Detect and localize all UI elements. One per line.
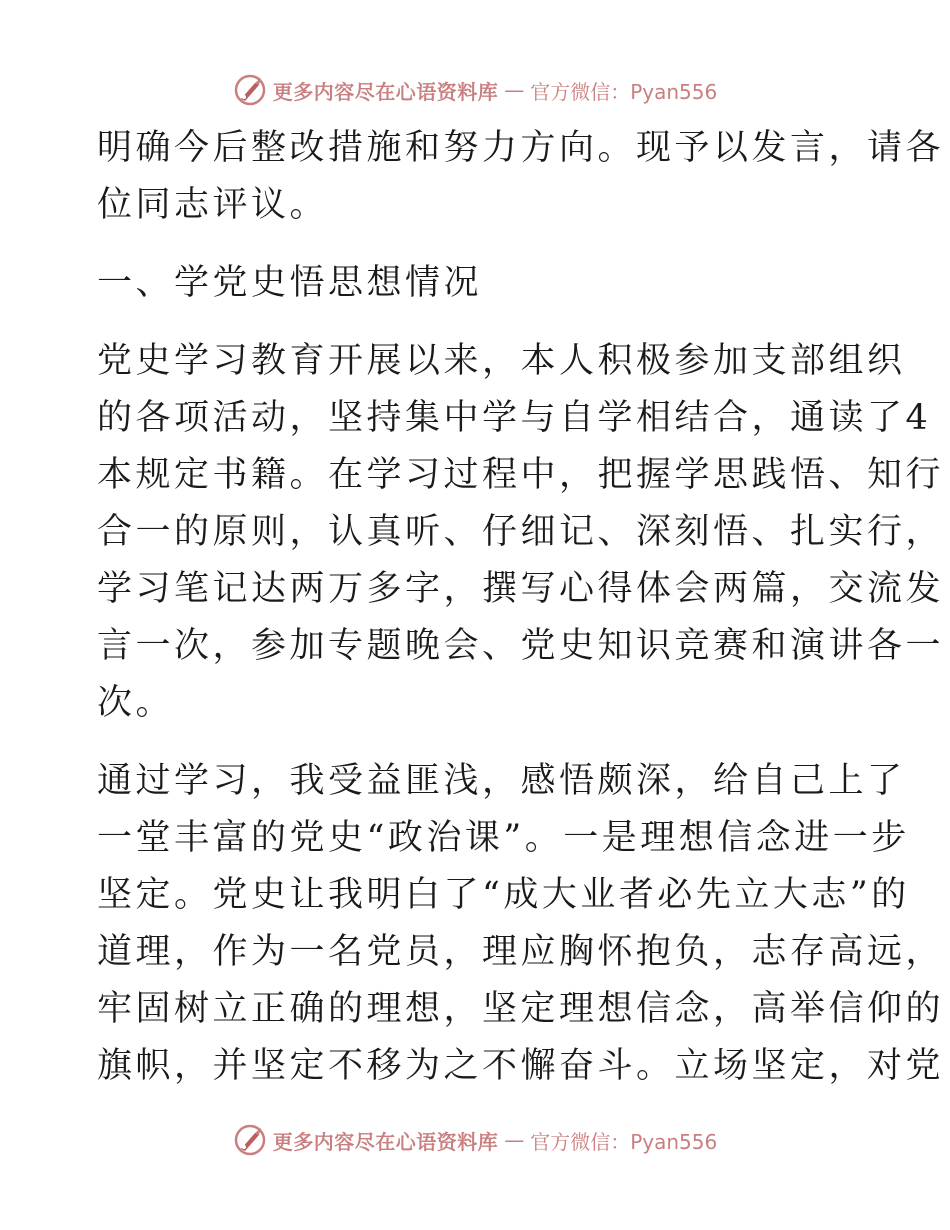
footer-watermark-banner — [0, 1120, 950, 1160]
watermark-wechat-text: 官方微信：Pyan556 — [530, 79, 718, 104]
text-line: 本规定书籍。在学习过程中，把握学思践悟、知行 — [97, 455, 945, 495]
text-line: 党史学习教育开展以来，本人积极参加支部组织 — [97, 341, 906, 381]
header-watermark-banner — [0, 70, 950, 110]
watermark-separator: — — [504, 78, 525, 102]
text-line: 坚定。党史让我明白了“成大业者必先立大志”的 — [97, 875, 910, 915]
paragraph-3 — [97, 333, 945, 732]
paragraph-4 — [97, 753, 945, 1095]
text-line: 道理，作为一名党员，理应胸怀抱负，志存高远， — [97, 932, 945, 972]
quill-logo-icon — [233, 73, 267, 107]
text-line: 的各项活动，坚持集中学与自学相结合，通读了4 — [97, 398, 932, 438]
text-line: 位同志评议。 — [97, 185, 329, 225]
watermark-wechat-text: 官方微信：Pyan556 — [530, 1129, 718, 1154]
quill-logo-icon — [233, 1123, 267, 1157]
paragraph-1 — [97, 120, 945, 234]
watermark-brand-text: 更多内容尽在心语资料库 — [272, 79, 499, 104]
text-line: 次。 — [97, 683, 175, 723]
text-line: 旗帜，并坚定不移为之不懈奋斗。立场坚定，对党 — [97, 1046, 945, 1086]
watermark-separator: — — [504, 1128, 525, 1152]
document-body — [97, 120, 945, 1095]
text-line: 一堂丰富的党史“政治课”。一是理想信念进一步 — [97, 818, 910, 858]
heading-line: 一、学党史悟思想情况 — [97, 263, 483, 303]
text-line: 言一次，参加专题晚会、党史知识竞赛和演讲各一 — [97, 626, 945, 666]
text-line: 牢固树立正确的理想，坚定理想信念，高举信仰的 — [97, 989, 945, 1029]
text-line: 学习笔记达两万多字，撰写心得体会两篇，交流发 — [97, 569, 945, 609]
section-heading — [97, 255, 857, 312]
watermark-brand-text: 更多内容尽在心语资料库 — [272, 1129, 499, 1154]
text-line: 明确今后整改措施和努力方向。现予以发言，请各 — [97, 128, 945, 168]
text-line: 通过学习，我受益匪浅，感悟颇深，给自己上了 — [97, 761, 906, 801]
text-line: 合一的原则，认真听、仔细记、深刻悟、扎实行， — [97, 512, 945, 552]
